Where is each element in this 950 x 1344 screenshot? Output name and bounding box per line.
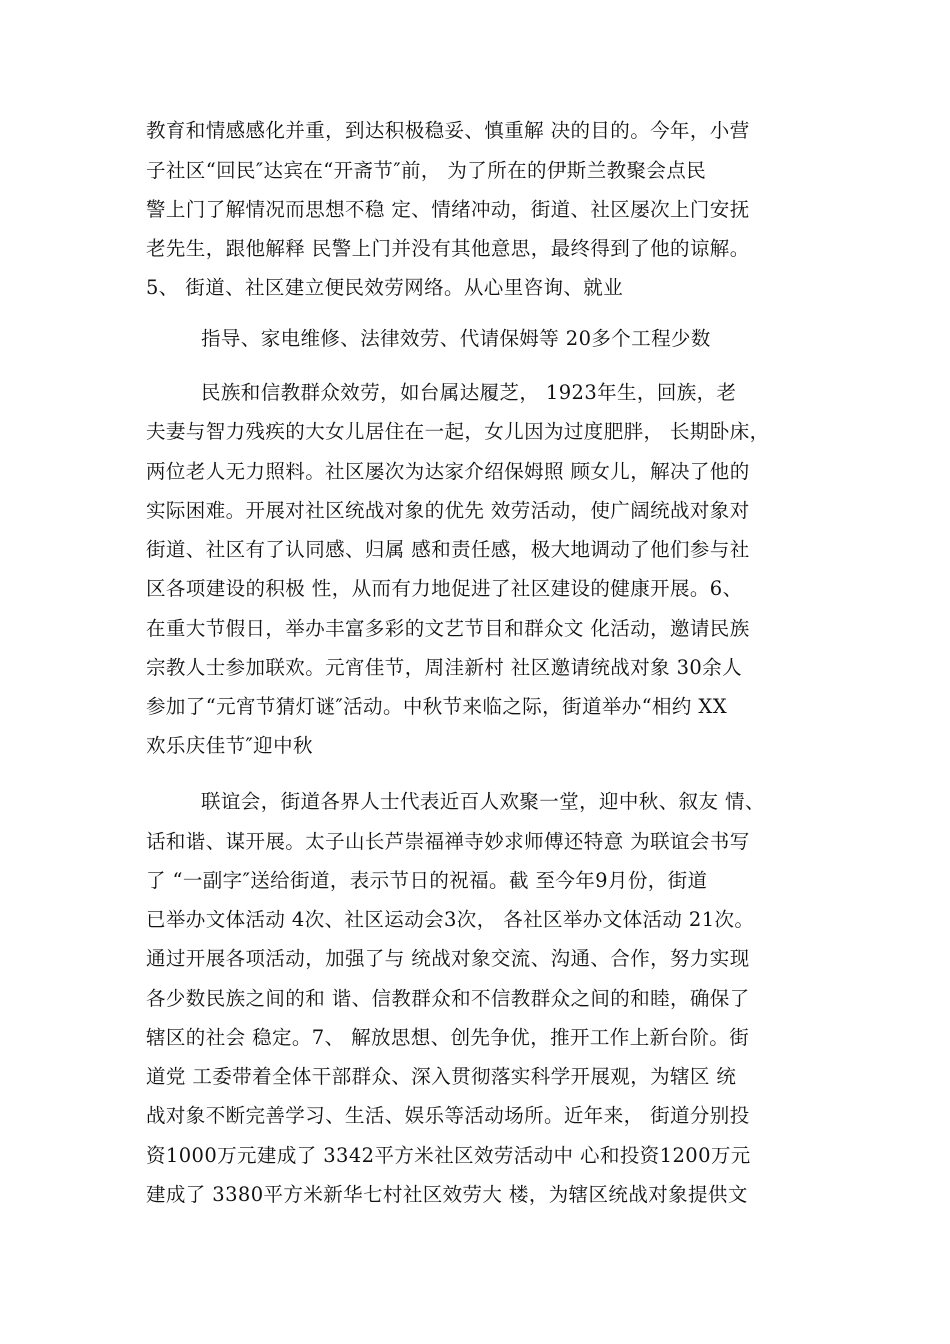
text-line: 欢乐庆佳节″迎中秋 [146,734,313,757]
text-line: 教育和情感感化并重，到达积极稳妥、慎重解 决的目的。今年，小营 [146,119,750,142]
text-line: 参加了“元宵节猜灯谜″活动。中秋节来临之际，街道举办“相约 XX [146,695,727,718]
text-line: 警上门了解情况而思想不稳 定、情绪冲动，街道、社区屡次上门安抚 [146,198,750,221]
text-line: 子社区“回民″达宾在“开斋节″前， 为了所在的伊斯兰教聚会点民 [146,159,707,182]
text-line: 已举办文体活动 4次、社区运动会3次， 各社区举办文体活动 21次。 [146,908,755,931]
text-line: 话和谐、谋开展。太子山长芦崇福禅寺妙求师傅还特意 为联谊会书写 [146,830,750,853]
text-line: 战对象不断完善学习、生活、娱乐等活动场所。近年来， 街道分别投 [146,1104,750,1127]
text-line: 宗教人士参加联欢。元宵佳节，周洼新村 社区邀请统战对象 30余人 [146,656,743,679]
text-line: 辖区的社会 稳定。7、 解放思想、创先争优，推开工作上新台阶。街 [146,1026,750,1049]
text-line: 街道、社区有了认同感、归属 感和责任感，极大地调动了他们参与社 [146,538,750,561]
text-line: 区各项建设的积极 性，从而有力地促进了社区建设的健康开展。6、 [146,577,743,600]
text-line: 夫妻与智力残疾的大女儿居住在一起，女儿因为过度肥胖， 长期卧床， [146,420,770,443]
text-line: 指导、家电维修、法律效劳、代请保姆等 20多个工程少数 [201,327,711,350]
text-line: 了 “一副字″送给街道，表示节日的祝福。截 至今年9月份，街道 [146,869,708,892]
text-line: 老先生，跟他解释 民警上门并没有其他意思，最终得到了他的谅解。 [146,237,750,260]
text-line: 实际困难。开展对社区统战对象的优先 效劳活动，使广阔统战对象对 [146,499,750,522]
text-line: 在重大节假日，举办丰富多彩的文艺节目和群众文 化活动，邀请民族 [146,617,750,640]
text-line: 两位老人无力照料。社区屡次为达家介绍保姆照 顾女儿，解决了他的 [146,460,750,483]
text-line: 各少数民族之间的和 谐、信教群众和不信教群众之间的和睦，确保了 [146,987,750,1010]
text-line: 5、 街道、社区建立便民效劳网络。从心里咨询、就业 [146,276,624,299]
text-line: 建成了 3380平方米新华七村社区效劳大 楼，为辖区统战对象提供文 [146,1183,748,1206]
text-line: 资1000万元建成了 3342平方米社区效劳活动中 心和投资1200万元 [146,1144,751,1167]
text-line: 民族和信教群众效劳，如台属达履芝， 1923年生，回族，老 [201,381,737,404]
text-line: 通过开展各项活动，加强了与 统战对象交流、沟通、合作，努力实现 [146,947,750,970]
text-line: 联谊会，街道各界人士代表近百人欢聚一堂，迎中秋、叙友 情、 [201,790,765,813]
text-line: 道党 工委带着全体干部群众、深入贯彻落实科学开展观，为辖区 统 [146,1065,737,1088]
